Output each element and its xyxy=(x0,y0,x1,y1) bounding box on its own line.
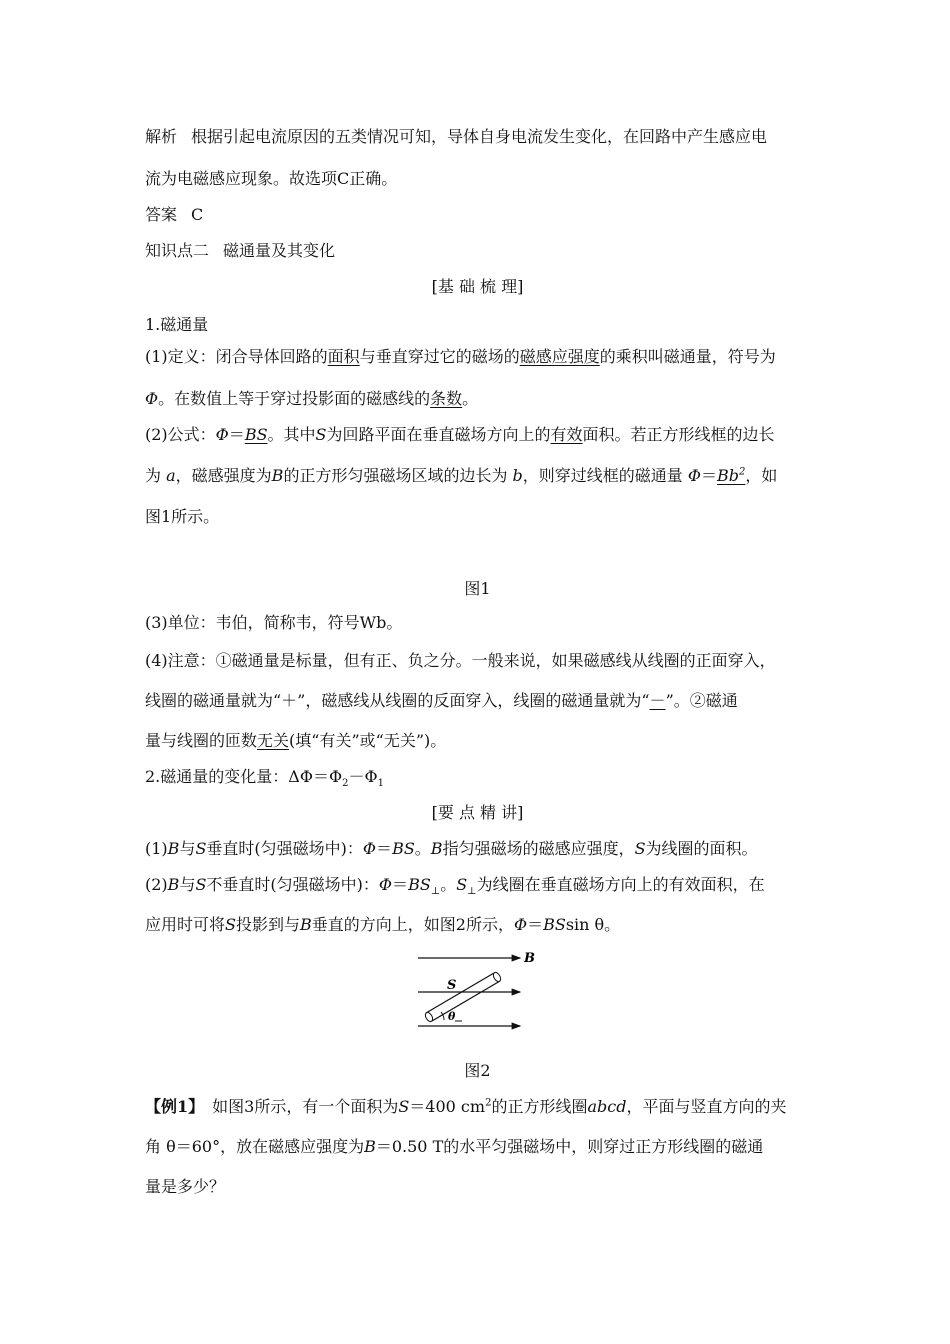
text: 与垂直穿过它的磁场的 xyxy=(359,347,520,366)
text: 。在数值上等于穿过投影面的磁感线的 xyxy=(158,389,431,408)
basics-title: [基 础 梳 理] xyxy=(431,277,524,296)
symbol-b-field: B xyxy=(271,466,284,485)
symbol-phi: Φ xyxy=(687,466,702,485)
answer-label: 答案 xyxy=(145,205,178,224)
subscript: 2 xyxy=(342,778,349,790)
formula-line-3: 图1所示。 xyxy=(145,507,220,526)
symbol-bs: BS xyxy=(543,915,566,934)
symbol-b: b xyxy=(512,466,523,485)
analysis-label: 解析 xyxy=(145,127,178,146)
blank-unrelated: 无关 xyxy=(257,731,290,750)
answer-line xyxy=(145,204,810,226)
symbol-b: B xyxy=(430,839,443,858)
subscript: 1 xyxy=(377,778,384,790)
label-theta: θ xyxy=(448,1010,456,1023)
text: 的乘积叫磁通量，符号为 xyxy=(599,347,776,366)
symbol-b: B xyxy=(167,875,180,894)
symbol-abcd: abcd xyxy=(587,1097,627,1116)
key-point-1 xyxy=(145,838,810,860)
text: ＝ xyxy=(392,875,409,894)
symbol-s: S xyxy=(315,425,327,444)
symbol-s: S xyxy=(456,875,468,894)
key-point-2-line-2 xyxy=(145,914,810,936)
text: ，磁感强度为 xyxy=(175,466,272,485)
symbol-s: S xyxy=(398,1097,410,1116)
example-line-2 xyxy=(145,1136,810,1158)
note-line-1: (4)注意：①磁通量是标量，但有正、负之分。一般来说，如果磁感线从线圈的正面穿入， xyxy=(145,651,776,670)
text: 与 xyxy=(179,875,196,894)
symbol-b: B xyxy=(300,915,312,934)
text: ＝ xyxy=(228,425,245,444)
analysis-line-1 xyxy=(145,126,810,148)
figure-2-diagram xyxy=(410,948,540,1036)
symbol-s: S xyxy=(195,839,207,858)
label-b: B xyxy=(524,951,535,966)
key-point-2-line-1 xyxy=(145,874,810,896)
note-line-2 xyxy=(145,690,810,712)
note-line-3 xyxy=(145,730,810,752)
blank-field-strength: 磁感应强度 xyxy=(519,347,600,366)
text: 为回路平面在垂直磁场方向上的 xyxy=(326,425,551,444)
symbol-bs: BS xyxy=(392,839,415,858)
text: ，则穿过线框的磁通量 xyxy=(522,466,683,485)
blank-effective: 有效 xyxy=(550,425,583,444)
key-points-title: [要 点 精 讲] xyxy=(431,803,524,822)
definition-line-2 xyxy=(145,388,810,410)
text: 。 xyxy=(414,839,431,858)
figure-2-caption: 图2 xyxy=(464,1061,491,1080)
text: 不垂直时(匀强磁场中)： xyxy=(206,875,379,894)
symbol-b: B xyxy=(364,1137,376,1156)
text: ＝0.50 T的水平匀强磁场中，则穿过正方形线圈的磁通 xyxy=(375,1137,764,1156)
coil-plate xyxy=(424,971,502,1023)
text: 应用时可将 xyxy=(145,915,226,934)
superscript: 2 xyxy=(739,466,746,478)
item2-line xyxy=(145,766,810,788)
symbol-phi: Φ xyxy=(145,389,159,408)
text: ＝ xyxy=(701,466,718,485)
blank-negative: － xyxy=(649,691,666,710)
text: (填“有关”或“无关”)。 xyxy=(289,731,447,750)
subscript: ⊥ xyxy=(467,886,477,898)
text: Bb xyxy=(717,466,740,485)
item1-title: 1.磁通量 xyxy=(145,315,209,334)
superscript: 2 xyxy=(485,1097,492,1109)
text: 面积。若正方形线框的边长 xyxy=(582,425,775,444)
label-s: S xyxy=(447,978,457,993)
analysis-line-2: 流为电磁感应现象。故选项C正确。 xyxy=(145,169,398,188)
text: －Φ xyxy=(348,767,378,786)
text: (2)公式： xyxy=(145,425,216,444)
text: sin θ。 xyxy=(565,915,621,934)
text: ，如 xyxy=(745,466,778,485)
text: ＝400 cm xyxy=(409,1097,486,1116)
text: 线圈的磁通量就为“＋”，磁感线从线圈的反面穿入，线圈的磁通量就为“ xyxy=(145,691,650,710)
text: 。 xyxy=(440,875,457,894)
symbol-phi: Φ xyxy=(513,915,528,934)
text: ＝ xyxy=(376,839,393,858)
symbol-bs: BS xyxy=(408,875,431,894)
symbol-b: B xyxy=(167,839,180,858)
text: ＝ xyxy=(527,915,544,934)
formula-line-1 xyxy=(145,424,810,446)
text: 2.磁通量的变化量：ΔΦ＝Φ xyxy=(145,767,343,786)
section-heading xyxy=(145,240,810,262)
blank-bs: BS xyxy=(244,425,268,444)
definition-line-1 xyxy=(145,346,810,368)
text: 量与线圈的匝数 xyxy=(145,731,258,750)
formula-line-2 xyxy=(145,465,810,487)
symbol-phi: Φ xyxy=(378,875,393,894)
example-label: 【例1】 xyxy=(145,1097,205,1116)
text: 指匀强磁场的磁感应强度， xyxy=(442,839,635,858)
symbol-s: S xyxy=(634,839,646,858)
text: 的正方形线圈 xyxy=(491,1097,588,1116)
analysis-text-1: 根据引起电流原因的五类情况可知，导体自身电流发生变化，在回路中产生感应电 xyxy=(191,127,768,146)
figure-1-caption: 图1 xyxy=(464,579,491,598)
text: 为线圈的面积。 xyxy=(645,839,758,858)
text: 。其中 xyxy=(267,425,316,444)
blank-bb2 xyxy=(717,466,745,485)
blank-count: 条数 xyxy=(430,389,463,408)
text: 为线圈在垂直磁场方向上的有效面积，在 xyxy=(476,875,765,894)
text: (1) xyxy=(145,839,168,858)
subscript: ⊥ xyxy=(430,886,441,898)
symbol-a: a xyxy=(166,466,176,485)
text: (1)定义：闭合导体回路的 xyxy=(145,347,328,366)
symbol-s: S xyxy=(195,875,207,894)
symbol-phi: Φ xyxy=(362,839,377,858)
unit-line: (3)单位：韦伯，简称韦，符号Wb。 xyxy=(145,613,403,632)
text: 为 xyxy=(145,466,162,485)
text: 。 xyxy=(462,389,479,408)
text: 角 θ＝60°，放在磁感应强度为 xyxy=(145,1137,365,1156)
text: 的正方形匀强磁场区域的边长为 xyxy=(283,466,508,485)
text: 与 xyxy=(179,839,196,858)
section-title: 磁通量及其变化 xyxy=(223,241,336,260)
text: ”。②磁通 xyxy=(665,691,738,710)
symbol-phi: Φ xyxy=(215,425,229,444)
example-line-3: 量是多少？ xyxy=(145,1177,226,1196)
answer-value: C xyxy=(191,205,204,224)
blank-area: 面积 xyxy=(327,347,360,366)
text: 垂直的方向上，如图2所示， xyxy=(311,915,514,934)
text: ，平面与竖直方向的夹 xyxy=(626,1097,787,1116)
text: 垂直时(匀强磁场中)： xyxy=(206,839,363,858)
text: 如图3所示，有一个面积为 xyxy=(212,1097,399,1116)
section-label: 知识点二 xyxy=(145,241,210,260)
symbol-s: S xyxy=(225,915,236,934)
example-line-1 xyxy=(145,1096,810,1118)
text: 投影到与 xyxy=(235,915,300,934)
text: (2) xyxy=(145,875,168,894)
